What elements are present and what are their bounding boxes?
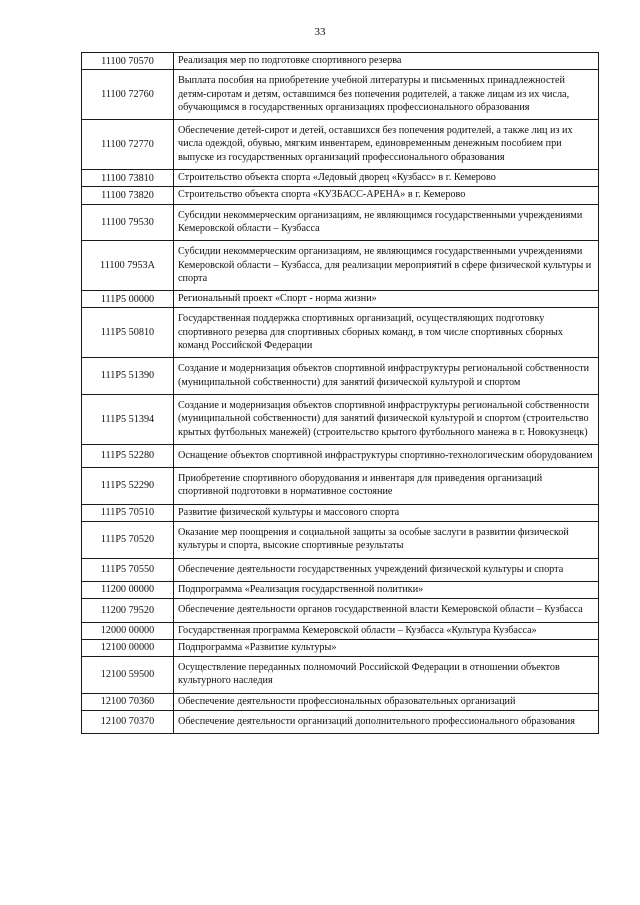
table-row (82, 394, 599, 444)
row-description: Оказание мер поощрения и социальной защиты за особые заслуги в развитии физической культуры и спорта, высокие спортивные результаты (174, 522, 599, 559)
table-row (82, 53, 599, 70)
table-row (82, 120, 599, 170)
table-row (82, 468, 599, 505)
row-description: Строительство объекта спорта «КУЗБАСС-АРЕНА» в г. Кемерово (174, 187, 599, 204)
row-description: Развитие физической культуры и массового спорта (174, 504, 599, 521)
row-code: 111Р5 51390 (82, 358, 174, 395)
table-row (82, 291, 599, 308)
row-description: Региональный проект «Спорт - норма жизни» (174, 291, 599, 308)
row-code: 111Р5 50810 (82, 308, 174, 358)
row-description: Подпрограмма «Реализация государственной политики» (174, 581, 599, 598)
table-row (82, 693, 599, 710)
row-code: 12100 70360 (82, 693, 174, 710)
row-code: 111Р5 52290 (82, 468, 174, 505)
page-number: 33 (314, 26, 326, 38)
row-code: 12100 59500 (82, 657, 174, 694)
row-code: 111Р5 70520 (82, 522, 174, 559)
row-description: Государственная поддержка спортивных организаций, осуществляющих подготовку спортивного резерва для спортивных сборных команд, в том числе спортивных сборных команд Российской Федерации (174, 308, 599, 358)
row-description: Обеспечение деятельности организаций дополнительного профессионального образования (174, 710, 599, 733)
table-row (82, 170, 599, 187)
table-row (82, 599, 599, 622)
row-description: Создание и модернизация объектов спортивной инфраструктуры региональной собственности (муниципальной собственности) для занятий физической культурой и спортом (174, 358, 599, 395)
row-code: 111Р5 51394 (82, 394, 174, 444)
table-row (82, 639, 599, 656)
row-code: 11100 72770 (82, 120, 174, 170)
row-code: 11100 73810 (82, 170, 174, 187)
table-row (82, 522, 599, 559)
table-row (82, 657, 599, 694)
row-description: Обеспечение деятельности органов государственной власти Кемеровской области – Кузбасса (174, 599, 599, 622)
row-code: 12100 00000 (82, 639, 174, 656)
row-description: Государственная программа Кемеровской области – Кузбасса «Культура Кузбасса» (174, 622, 599, 639)
table-row (82, 187, 599, 204)
row-code: 12100 70370 (82, 710, 174, 733)
table-row (82, 308, 599, 358)
row-code: 11100 70570 (82, 53, 174, 70)
row-code: 11100 7953А (82, 241, 174, 291)
table-row (82, 444, 599, 467)
table-row (82, 710, 599, 733)
row-description: Приобретение спортивного оборудования и инвентаря для приведения организаций спортивной подготовки в нормативное состояние (174, 468, 599, 505)
budget-codes-table (81, 52, 599, 734)
table-row (82, 504, 599, 521)
row-code: 11200 79520 (82, 599, 174, 622)
table-row (82, 204, 599, 241)
row-description: Строительство объекта спорта «Ледовый дворец «Кузбасс» в г. Кемерово (174, 170, 599, 187)
table-row (82, 622, 599, 639)
row-code: 111Р5 70510 (82, 504, 174, 521)
row-description: Осуществление переданных полномочий Российской Федерации в отношении объектов культурного наследия (174, 657, 599, 694)
row-description: Обеспечение детей-сирот и детей, оставшихся без попечения родителей, а также лиц из их числа одеждой, обувью, мягким инвентарем, единовременным денежным пособием при выпуске из государственных организаций профессионального образования (174, 120, 599, 170)
table-row (82, 581, 599, 598)
row-code: 11100 73820 (82, 187, 174, 204)
row-description: Оснащение объектов спортивной инфраструктуры спортивно-технологическим оборудованием (174, 444, 599, 467)
row-code: 111Р5 70550 (82, 558, 174, 581)
row-code: 11100 72760 (82, 70, 174, 120)
row-description: Обеспечение деятельности профессиональных образовательных организаций (174, 693, 599, 710)
row-code: 111Р5 52280 (82, 444, 174, 467)
table-row (82, 241, 599, 291)
row-description: Субсидии некоммерческим организациям, не являющимся государственными учреждениями Кемеровской области – Кузбасса, для реализации мероприятий в сфере физической культуры и спорта (174, 241, 599, 291)
row-description: Обеспечение деятельности государственных учреждений физической культуры и спорта (174, 558, 599, 581)
row-code: 12000 00000 (82, 622, 174, 639)
row-description: Реализация мер по подготовке спортивного резерва (174, 53, 599, 70)
row-code: 11200 00000 (82, 581, 174, 598)
row-code: 111Р5 00000 (82, 291, 174, 308)
row-description: Выплата пособия на приобретение учебной литературы и письменных принадлежностей детям-сиротам и детям, оставшимся без попечения родителей, а также лицам из их числа, обучающимся в государственных организациях профессионального образования (174, 70, 599, 120)
row-description: Создание и модернизация объектов спортивной инфраструктуры региональной собственности (муниципальной собственности) для занятий физической культурой и спортом (строительство крытых футбольных манежей) (строительство крытого футбольного манежа в г. Новокузнецк) (174, 394, 599, 444)
row-description: Подпрограмма «Развитие культуры» (174, 639, 599, 656)
table-row (82, 70, 599, 120)
table-row (82, 358, 599, 395)
table-row (82, 558, 599, 581)
row-code: 11100 79530 (82, 204, 174, 241)
row-description: Субсидии некоммерческим организациям, не являющимся государственными учреждениями Кемеровской области – Кузбасса (174, 204, 599, 241)
